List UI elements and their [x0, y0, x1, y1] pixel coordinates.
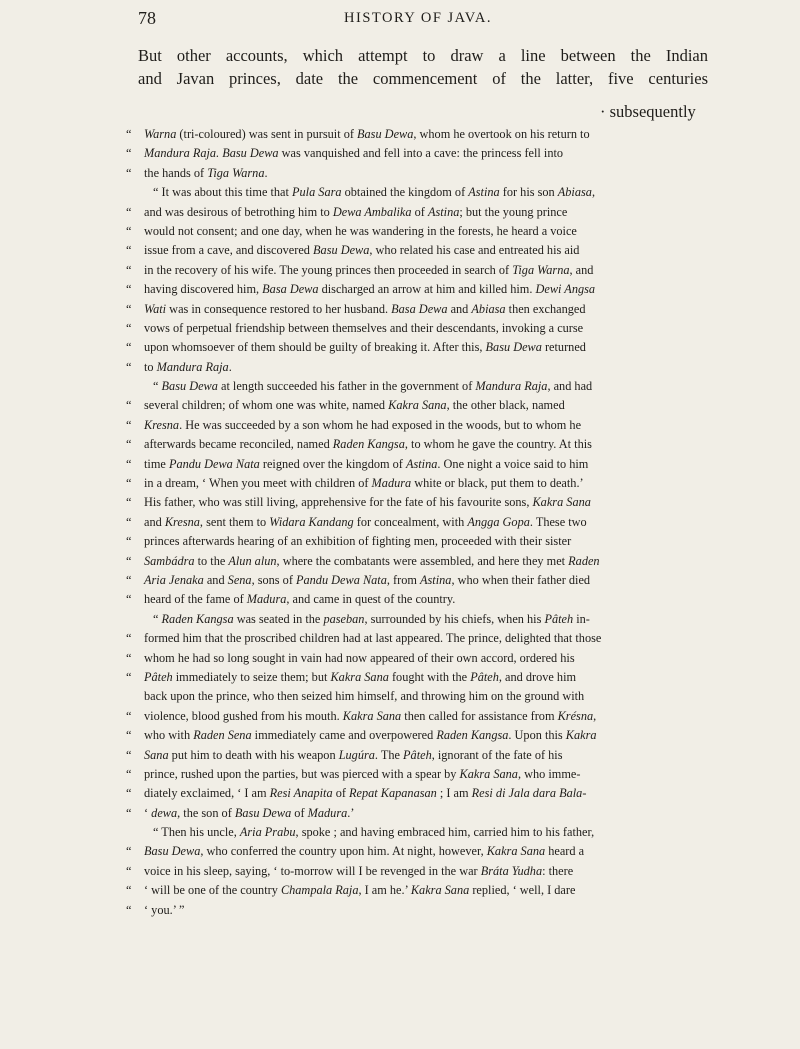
quote-mark: “ — [126, 553, 132, 568]
text-line — [126, 513, 708, 532]
line-text: Sana put him to death with his weapon Lugúra. The Pâteh, ignorant of the fate of his — [144, 747, 563, 762]
text-line — [126, 203, 708, 222]
text-line — [126, 804, 708, 823]
intro-paragraph — [138, 44, 708, 90]
text-line — [126, 396, 708, 415]
page-header — [138, 8, 698, 38]
text-line — [126, 338, 708, 357]
line-text: having discovered him, Basa Dewa discharged an arrow at him and killed him. Dewi Angsa — [144, 282, 596, 297]
line-text: back upon the prince, who then seized him himself, and throwing him on the ground with — [144, 689, 585, 704]
line-text: formed him that the proscribed children had at last appeared. The prince, delighted that those — [144, 631, 602, 646]
page-number: 78 — [138, 8, 156, 28]
quote-mark: “ — [126, 204, 132, 219]
quote-mark: “ — [126, 786, 132, 801]
text-line — [126, 668, 708, 687]
text-line — [126, 901, 708, 920]
text-line — [126, 358, 708, 377]
text-line — [126, 881, 708, 900]
quote-mark: “ — [126, 146, 132, 161]
text-line — [126, 765, 708, 784]
intro-line-last — [600, 102, 696, 122]
quote-mark: “ — [126, 631, 132, 646]
quote-mark: “ — [126, 514, 132, 529]
quote-mark: “ — [126, 340, 132, 355]
text-line — [126, 746, 708, 765]
line-text: prince, rushed upon the parties, but was pierced with a spear by Kakra Sana, who imme- — [144, 766, 581, 781]
quote-mark: “ — [126, 708, 132, 723]
text-line — [126, 183, 708, 202]
quote-mark: “ — [126, 243, 132, 258]
quote-mark: “ — [126, 669, 132, 684]
text-line — [126, 532, 708, 551]
quote-mark: “ — [126, 262, 132, 277]
quote-mark: “ — [126, 534, 132, 549]
text-line — [126, 435, 708, 454]
line-text: issue from a cave, and discovered Basu Dewa, who related his case and entreated his aid — [144, 243, 580, 258]
quote-mark: “ — [126, 747, 132, 762]
line-text: His father, who was still living, apprehensive for the fate of his favourite sons, Kakra Sana — [144, 495, 591, 510]
quote-mark: “ — [126, 495, 132, 510]
quote-mark: “ — [126, 456, 132, 471]
line-text: and was desirous of betrothing him to Dewa Ambalika of Astina; but the young prince — [144, 204, 568, 219]
line-text: Kresna. He was succeeded by a son whom he had exposed in the woods, but to whom he — [144, 417, 582, 432]
line-text: diately exclaimed, ‘ I am Resi Anapita of Repat Kapanasan ; I am Resi di Jala dara Bala- — [144, 786, 587, 801]
text-line — [126, 241, 708, 260]
line-text: heard of the fame of Madura, and came in quest of the country. — [144, 592, 456, 607]
quote-mark: “ — [126, 766, 132, 781]
text-line — [126, 862, 708, 881]
text-line — [126, 629, 708, 648]
text-line — [126, 493, 708, 512]
text-line — [126, 164, 708, 183]
line-text: ‘ you.’ ” — [144, 902, 185, 917]
line-text: ‘ dewa, the son of Basu Dewa of Madura.’ — [144, 805, 355, 820]
line-text: Pâteh immediately to seize them; but Kakra Sana fought with the Pâteh, and drove him — [144, 669, 577, 684]
intro-line: and Javan princes, date the commencement of the latter, five centuries — [138, 69, 708, 88]
line-text: in the recovery of his wife. The young princes then proceeded in search of Tiga Warna, and — [144, 262, 594, 277]
quote-mark: “ — [126, 417, 132, 432]
text-line — [126, 842, 708, 861]
line-text: Sambádra to the Alun alun, where the combatants were assembled, and here they met Raden — [144, 553, 600, 568]
quote-mark: “ — [126, 572, 132, 587]
quote-mark: “ — [126, 728, 132, 743]
quoted-narrative — [126, 125, 708, 920]
text-line — [126, 649, 708, 668]
quote-mark: “ — [126, 282, 132, 297]
text-line — [126, 261, 708, 280]
text-line — [126, 571, 708, 590]
quote-mark: “ — [126, 437, 132, 452]
line-text: “ Raden Kangsa was seated in the paseban, surrounded by his chiefs, when his Pâteh in- — [153, 611, 590, 626]
text-line — [126, 823, 708, 842]
intro-last-word: subsequently — [609, 102, 696, 121]
line-text: Mandura Raja. Basu Dewa was vanquished and fell into a cave: the princess fell into — [144, 146, 564, 161]
quote-mark: “ — [126, 650, 132, 665]
text-line — [126, 377, 708, 396]
quote-mark: “ — [126, 127, 132, 141]
line-text: in a dream, ‘ When you meet with children of Madura white or black, put them to death.’ — [144, 476, 584, 491]
line-text: “ It was about this time that Pula Sara obtained the kingdom of Astina for his son Abiasa, — [153, 185, 596, 200]
line-text: “ Then his uncle, Aria Prabu, spoke ; and having embraced him, carried him to his father, — [153, 825, 595, 840]
text-line — [126, 707, 708, 726]
intro-line: But other accounts, which attempt to draw a line between the Indian — [138, 46, 708, 65]
line-text: the hands of Tiga Warna. — [144, 165, 268, 180]
text-line — [126, 300, 708, 319]
text-line — [126, 784, 708, 803]
line-text: several children; of whom one was white, named Kakra Sana, the other black, named — [144, 398, 565, 413]
quote-mark: “ — [126, 883, 132, 898]
running-head: HISTORY OF JAVA. — [344, 10, 492, 26]
quote-mark: “ — [126, 863, 132, 878]
quote-mark: “ — [126, 844, 132, 859]
text-line — [126, 610, 708, 629]
quote-mark: “ — [126, 359, 132, 374]
text-line — [126, 474, 708, 493]
quote-mark: “ — [126, 398, 132, 413]
text-line — [126, 144, 708, 163]
line-text: violence, blood gushed from his mouth. Kakra Sana then called for assistance from Krésna, — [144, 708, 597, 723]
line-text: and Kresna, sent them to Widara Kandang for concealment, with Angga Gopa. These two — [144, 514, 587, 529]
line-text: Basu Dewa, who conferred the country upon him. At night, however, Kakra Sana heard a — [144, 844, 585, 859]
line-text: upon whomsoever of them should be guilty of breaking it. After this, Basu Dewa returned — [144, 340, 586, 355]
text-line — [126, 125, 708, 144]
intro-dash: · — [600, 102, 610, 121]
text-line — [126, 455, 708, 474]
line-text: Warna (tri-coloured) was sent in pursuit of Basu Dewa, whom he overtook on his return to — [144, 127, 590, 141]
line-text: voice in his sleep, saying, ‘ to-morrow will I be revenged in the war Bráta Yudha: there — [144, 863, 574, 878]
text-line — [126, 726, 708, 745]
line-text: Wati was in consequence restored to her husband. Basa Dewa and Abiasa then exchanged — [144, 301, 586, 316]
line-text: “ Basu Dewa at length succeeded his father in the government of Mandura Raja, and had — [153, 379, 593, 394]
line-text: whom he had so long sought in vain had now appeared of their own accord, ordered his — [144, 650, 575, 665]
line-text: Aria Jenaka and Sena, sons of Pandu Dewa Nata, from Astina, who when their father died — [144, 572, 591, 587]
text-line — [126, 416, 708, 435]
quote-mark: “ — [126, 223, 132, 238]
line-text: who with Raden Sena immediately came and overpowered Raden Kangsa. Upon this Kakra — [144, 728, 597, 743]
line-text: princes afterwards hearing of an exhibition of fighting men, proceeded with their sister — [144, 534, 572, 549]
text-line — [126, 222, 708, 241]
quote-mark: “ — [126, 805, 132, 820]
quote-mark: “ — [126, 165, 132, 180]
quote-mark: “ — [126, 592, 132, 607]
line-text: ‘ will be one of the country Champala Raja, I am he.’ Kakra Sana replied, ‘ well, I dare — [144, 883, 576, 898]
line-text: time Pandu Dewa Nata reigned over the kingdom of Astina. One night a voice said to him — [144, 456, 589, 471]
text-line — [126, 687, 708, 706]
line-text: to Mandura Raja. — [144, 359, 232, 374]
line-text: afterwards became reconciled, named Raden Kangsa, to whom he gave the country. At this — [144, 437, 592, 452]
quote-mark: “ — [126, 476, 132, 491]
line-text: would not consent; and one day, when he was wandering in the forests, he heard a voice — [144, 223, 577, 238]
quote-mark: “ — [126, 902, 132, 917]
quote-mark: “ — [126, 301, 132, 316]
quote-mark: “ — [126, 320, 132, 335]
text-line — [126, 319, 708, 338]
line-text: vows of perpetual friendship between themselves and their descendants, invoking a curse — [144, 320, 584, 335]
text-line — [126, 280, 708, 299]
text-line — [126, 590, 708, 609]
text-line — [126, 552, 708, 571]
